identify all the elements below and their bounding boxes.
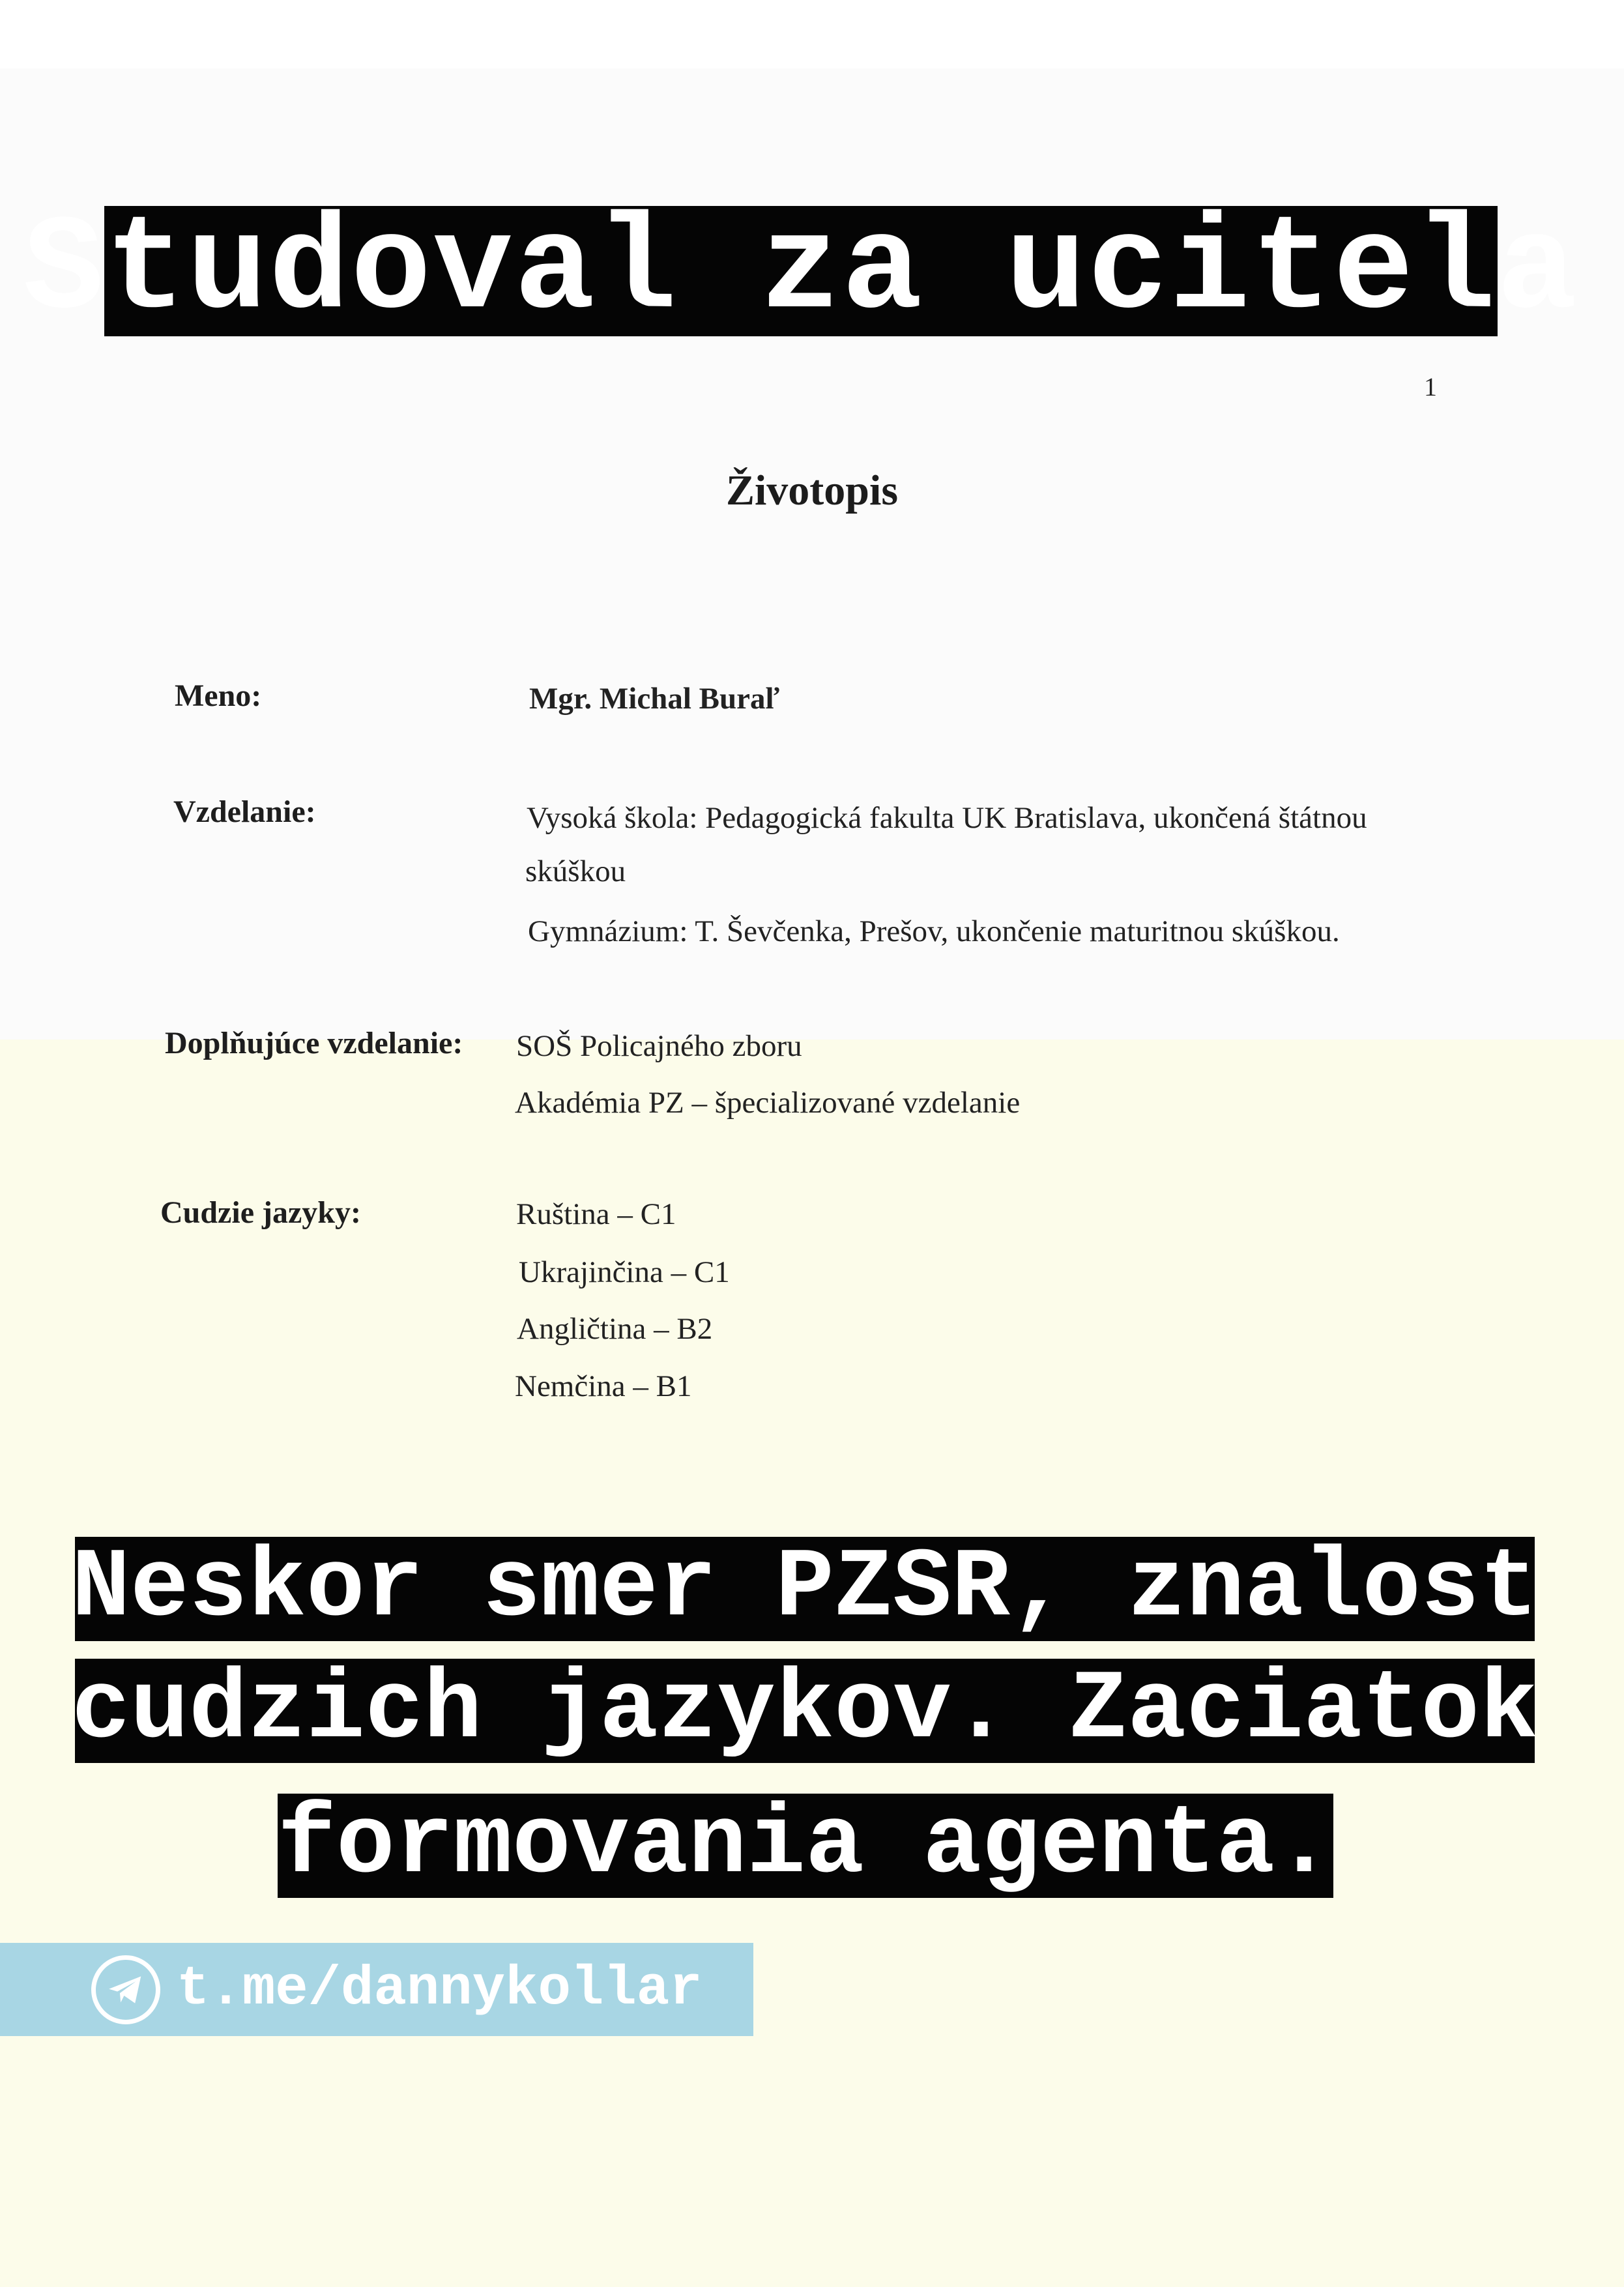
additional-education-line: SOŠ Policajného zboru (516, 1029, 802, 1063)
caption-bottom-line: Neskor smer PZSR, znalost (71, 1534, 1539, 1644)
telegram-link-banner[interactable] (0, 1943, 753, 2036)
caption-bottom-line: formovania agenta. (277, 1790, 1334, 1901)
caption-top: Studoval za ucitela (23, 195, 1579, 347)
additional-education-label: Doplňujúce vzdelanie: (165, 1026, 463, 1060)
education-label: Vzdelanie: (173, 794, 316, 829)
top-margin (0, 0, 1624, 68)
caption-bottom-line: cudzich jazykov. Zaciatok (71, 1655, 1539, 1766)
languages-label: Cudzie jazyky: (160, 1195, 361, 1230)
name-label: Meno: (175, 678, 262, 713)
page-number: 1 (1424, 372, 1437, 401)
language-item: Ruština – C1 (516, 1197, 676, 1231)
education-line: Vysoká škola: Pedagogická fakulta UK Bratislava, ukončená štátnou (527, 801, 1367, 835)
language-item: Ukrajinčina – C1 (519, 1255, 730, 1289)
telegram-icon (91, 1955, 160, 2024)
education-line: Gymnázium: T. Ševčenka, Prešov, ukončenie maturitnou skúškou. (528, 914, 1340, 948)
document-title: Životopis (725, 467, 899, 514)
language-item: Nemčina – B1 (515, 1369, 692, 1403)
additional-education-line: Akadémia PZ – špecializované vzdelanie (515, 1086, 1021, 1120)
education-line: skúškou (525, 854, 626, 888)
name-value: Mgr. Michal Buraľ (529, 682, 780, 716)
language-item: Angličtina – B2 (517, 1312, 713, 1346)
telegram-link-text[interactable]: t.me/dannykollar (177, 1959, 703, 2020)
